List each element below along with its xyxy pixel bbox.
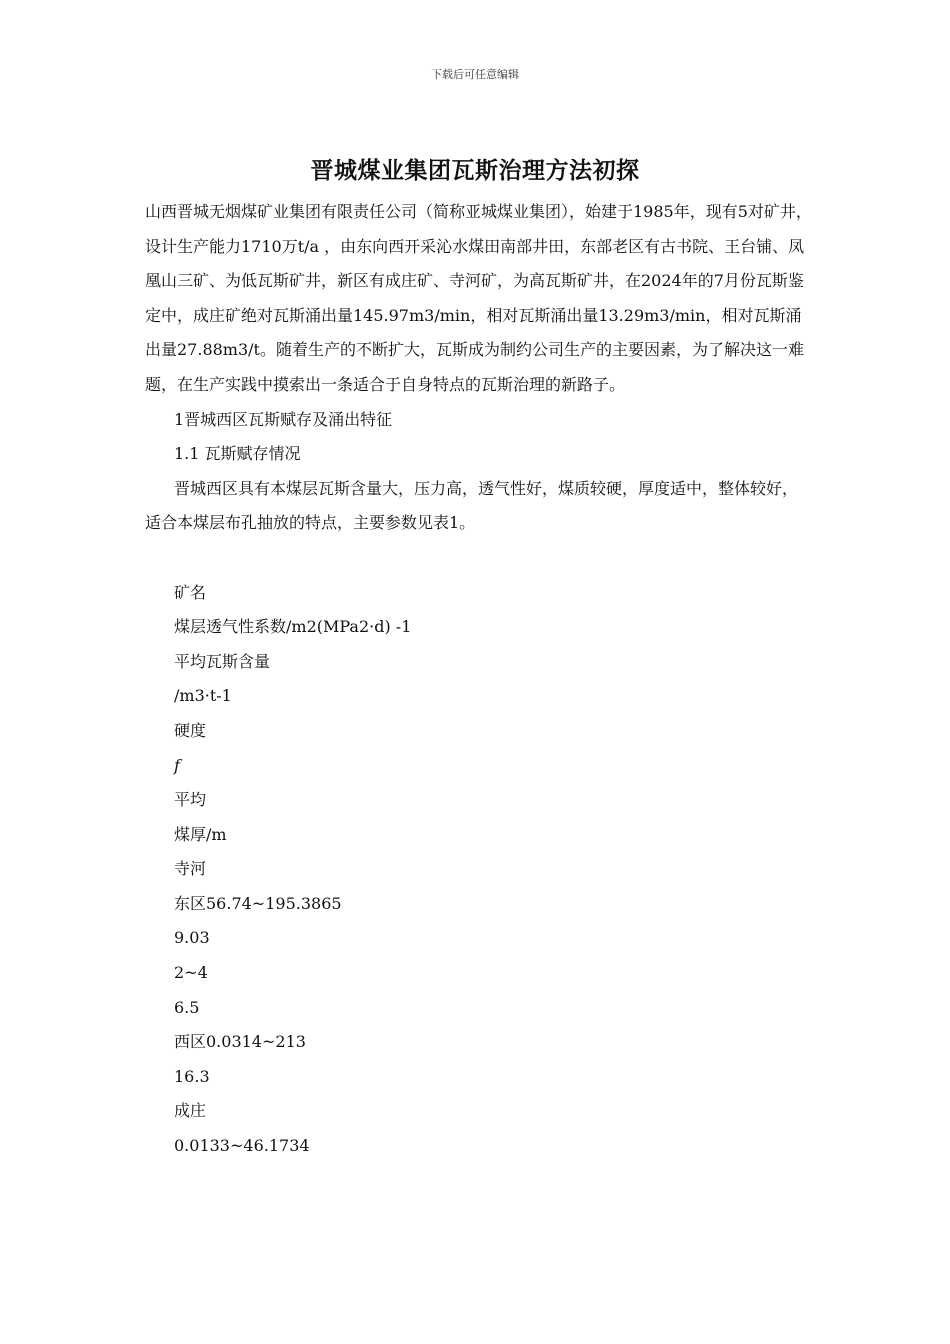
table-cell-chengzhuang: 成庄 [174,1101,207,1121]
table-header-thickness: 平均 [174,790,207,810]
table-header-hardness: 硬度 [174,720,207,740]
section-1-1-heading: 1.1 瓦斯赋存情况 [174,444,301,464]
table-cell-sihe-thickness: 6.5 [174,997,200,1017]
page-header-note: 下载后可任意编辑 [431,68,519,81]
table-cell-chengzhuang-permeability: 0.0133~46.1734 [174,1136,310,1156]
table-header-thickness-unit: 煤厚/m [174,824,227,844]
intro-paragraph: 山西晋城无烟煤矿业集团有限责任公司（简称亚城煤业集团），始建于1985年，现有5对矿井，设计生产能力1710万t/a ，由东向西开采沁水煤田南部井田，东部老区有古书院、王台铺、凤凰山三矿、为低瓦斯矿井，新区有成庄矿、寺河矿，为高瓦斯矿井，在2024年的7月份瓦斯鉴定中，成庄矿绝对瓦斯涌出量145.97m3/min，相对瓦斯涌出量13.29m3/min，相对瓦斯涌出量27.88m3/t。随着生产的不断扩大，瓦斯成为制约公司生产的主要因素，为了解决这一难题，在生产实践中摸索出一条适合于自身特点的瓦斯治理的新路子。 [145,202,812,394]
table-header-gas-content-unit: /m3·t-1 [174,686,232,706]
table-cell-sihe-west: 西区0.0314~213 [174,1032,306,1052]
section-1-1-paragraph: 晋城西区具有本煤层瓦斯含量大，压力高，透气性好，煤质较硬，厚度适中，整体较好，适合本煤层布孔抽放的特点，主要参数见表1。 [145,478,799,533]
table-header-gas-content: 平均瓦斯含量 [174,651,271,671]
table-header-hardness-symbol: f [174,755,180,775]
blank-line [145,541,813,576]
table-cell-sihe-east: 东区56.74~195.3865 [174,893,342,913]
document-body [145,195,813,1164]
table-header-mine: 矿名 [174,582,207,602]
section-1-heading: 1晋城西区瓦斯赋存及涌出特征 [174,409,393,429]
document-title: 晋城煤业集团瓦斯治理方法初探 [310,157,640,184]
table-cell-sihe-east-gas: 9.03 [174,928,210,948]
table-cell-sihe-west-gas: 16.3 [174,1066,210,1086]
table-header-permeability: 煤层透气性系数/m2(MPa2·d) -1 [174,617,412,637]
table-cell-sihe-hardness: 2~4 [174,963,208,983]
table-cell-sihe: 寺河 [174,859,207,879]
